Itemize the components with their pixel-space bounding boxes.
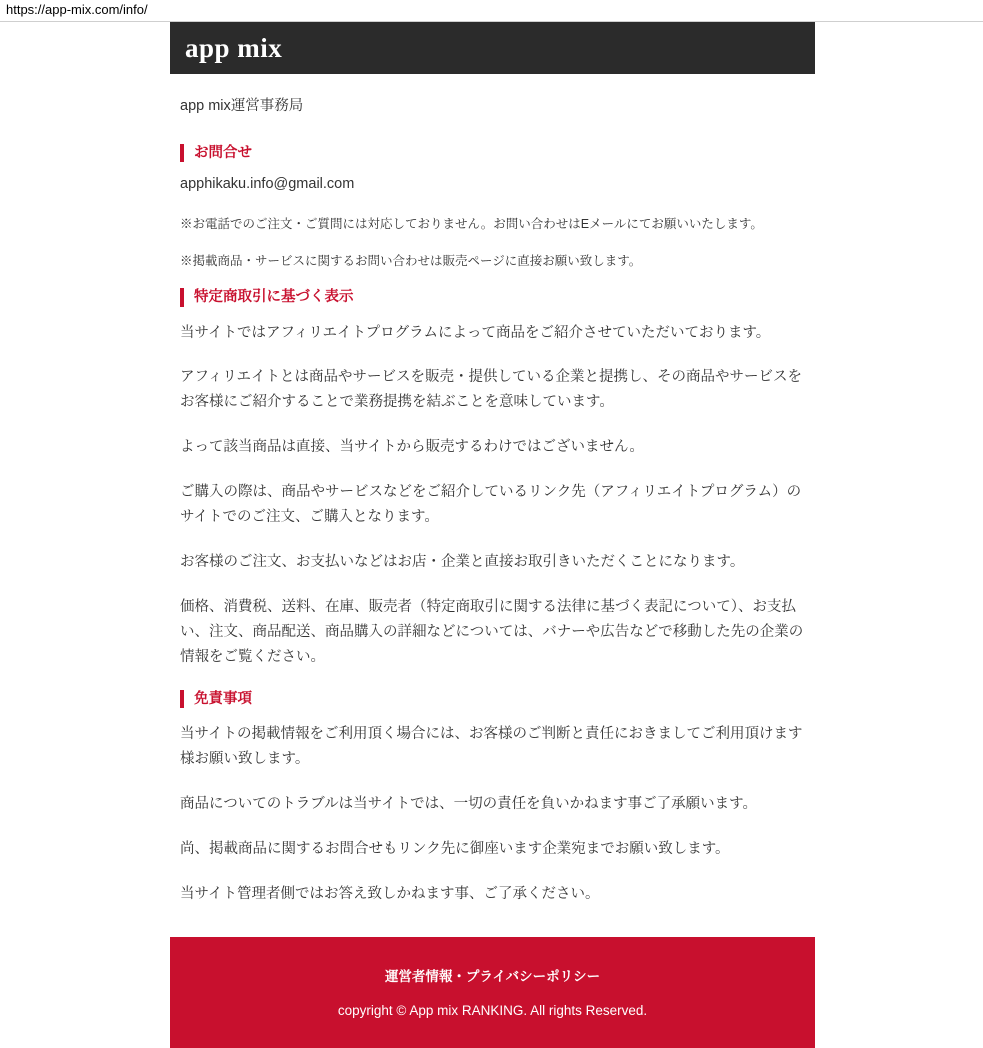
sct-paragraph-3: よって該当商品は直接、当サイトから販売するわけではございません。 — [180, 439, 644, 456]
sct-paragraph-6: 価格、消費税、送料、在庫、販売者（特定商取引に関する法律に基づく表記について）、お支払い、注文、商品配送、商品購入の詳細などについては、バナーや広告などで移動した先の企業の情報をご覧ください。 — [180, 599, 804, 665]
site-footer — [170, 937, 815, 1048]
organization-name: app mix運営事務局 — [180, 98, 304, 114]
contact-note-1: ※お電話でのご注文・ご質問には対応しておりません。お問い合わせはEメールにてお願いいたします。 — [180, 216, 763, 231]
disclaimer-paragraph-2: 商品についてのトラブルは当サイトでは、一切の責任を負いかねます事ご了承願います。 — [180, 795, 757, 812]
section-heading-specified-commercial-transactions: 特定商取引に基づく表示 — [180, 288, 805, 306]
contact-email[interactable]: apphikaku.info@gmail.com — [180, 175, 355, 192]
section-heading-contact: お問合せ — [180, 144, 805, 162]
site-container — [170, 22, 815, 1048]
page-root — [0, 22, 983, 1048]
section-heading-disclaimer: 免責事項 — [180, 690, 805, 708]
sct-paragraph-4: ご購入の際は、商品やサービスなどをご紹介しているリンク先（アフィリエイトプログラム）のサイトでのご注文、ご購入となります。 — [180, 484, 802, 526]
footer-link-operator-privacy[interactable]: 運営者情報・プライバシーポリシー — [384, 968, 601, 984]
sct-paragraph-2: アフィリエイトとは商品やサービスを販売・提供している企業と提携し、その商品やサービスをお客様にご紹介することで業務提携を結ぶことを意味しています。 — [180, 369, 803, 411]
footer-copyright: copyright © App mix RANKING. All rights Reserved. — [337, 1002, 648, 1018]
disclaimer-paragraph-3: 尚、掲載商品に関するお問合せもリンク先に御座います企業宛までお願い致します。 — [180, 840, 730, 857]
browser-url-bar[interactable] — [0, 0, 983, 22]
sct-paragraph-5: お客様のご注文、お支払いなどはお店・企業と直接お取引きいただくことになります。 — [180, 554, 745, 571]
site-logo-title[interactable]: app mix — [185, 32, 283, 63]
disclaimer-paragraph-4: 当サイト管理者側ではお答え致しかねます事、ご了承ください。 — [180, 885, 600, 902]
sct-paragraph-1: 当サイトではアフィリエイトプログラムによって商品をご紹介させていただいております。 — [180, 324, 771, 341]
disclaimer-paragraph-1: 当サイトの掲載情報をご利用頂く場合には、お客様のご判断と責任におきましてご利用頂けます様お願い致します。 — [180, 726, 803, 767]
main-content — [170, 74, 815, 937]
site-header — [170, 22, 815, 74]
contact-note-2: ※掲載商品・サービスに関するお問い合わせは販売ページに直接お願い致します。 — [180, 254, 642, 269]
url-text: https://app-mix.com/info/ — [6, 2, 148, 17]
